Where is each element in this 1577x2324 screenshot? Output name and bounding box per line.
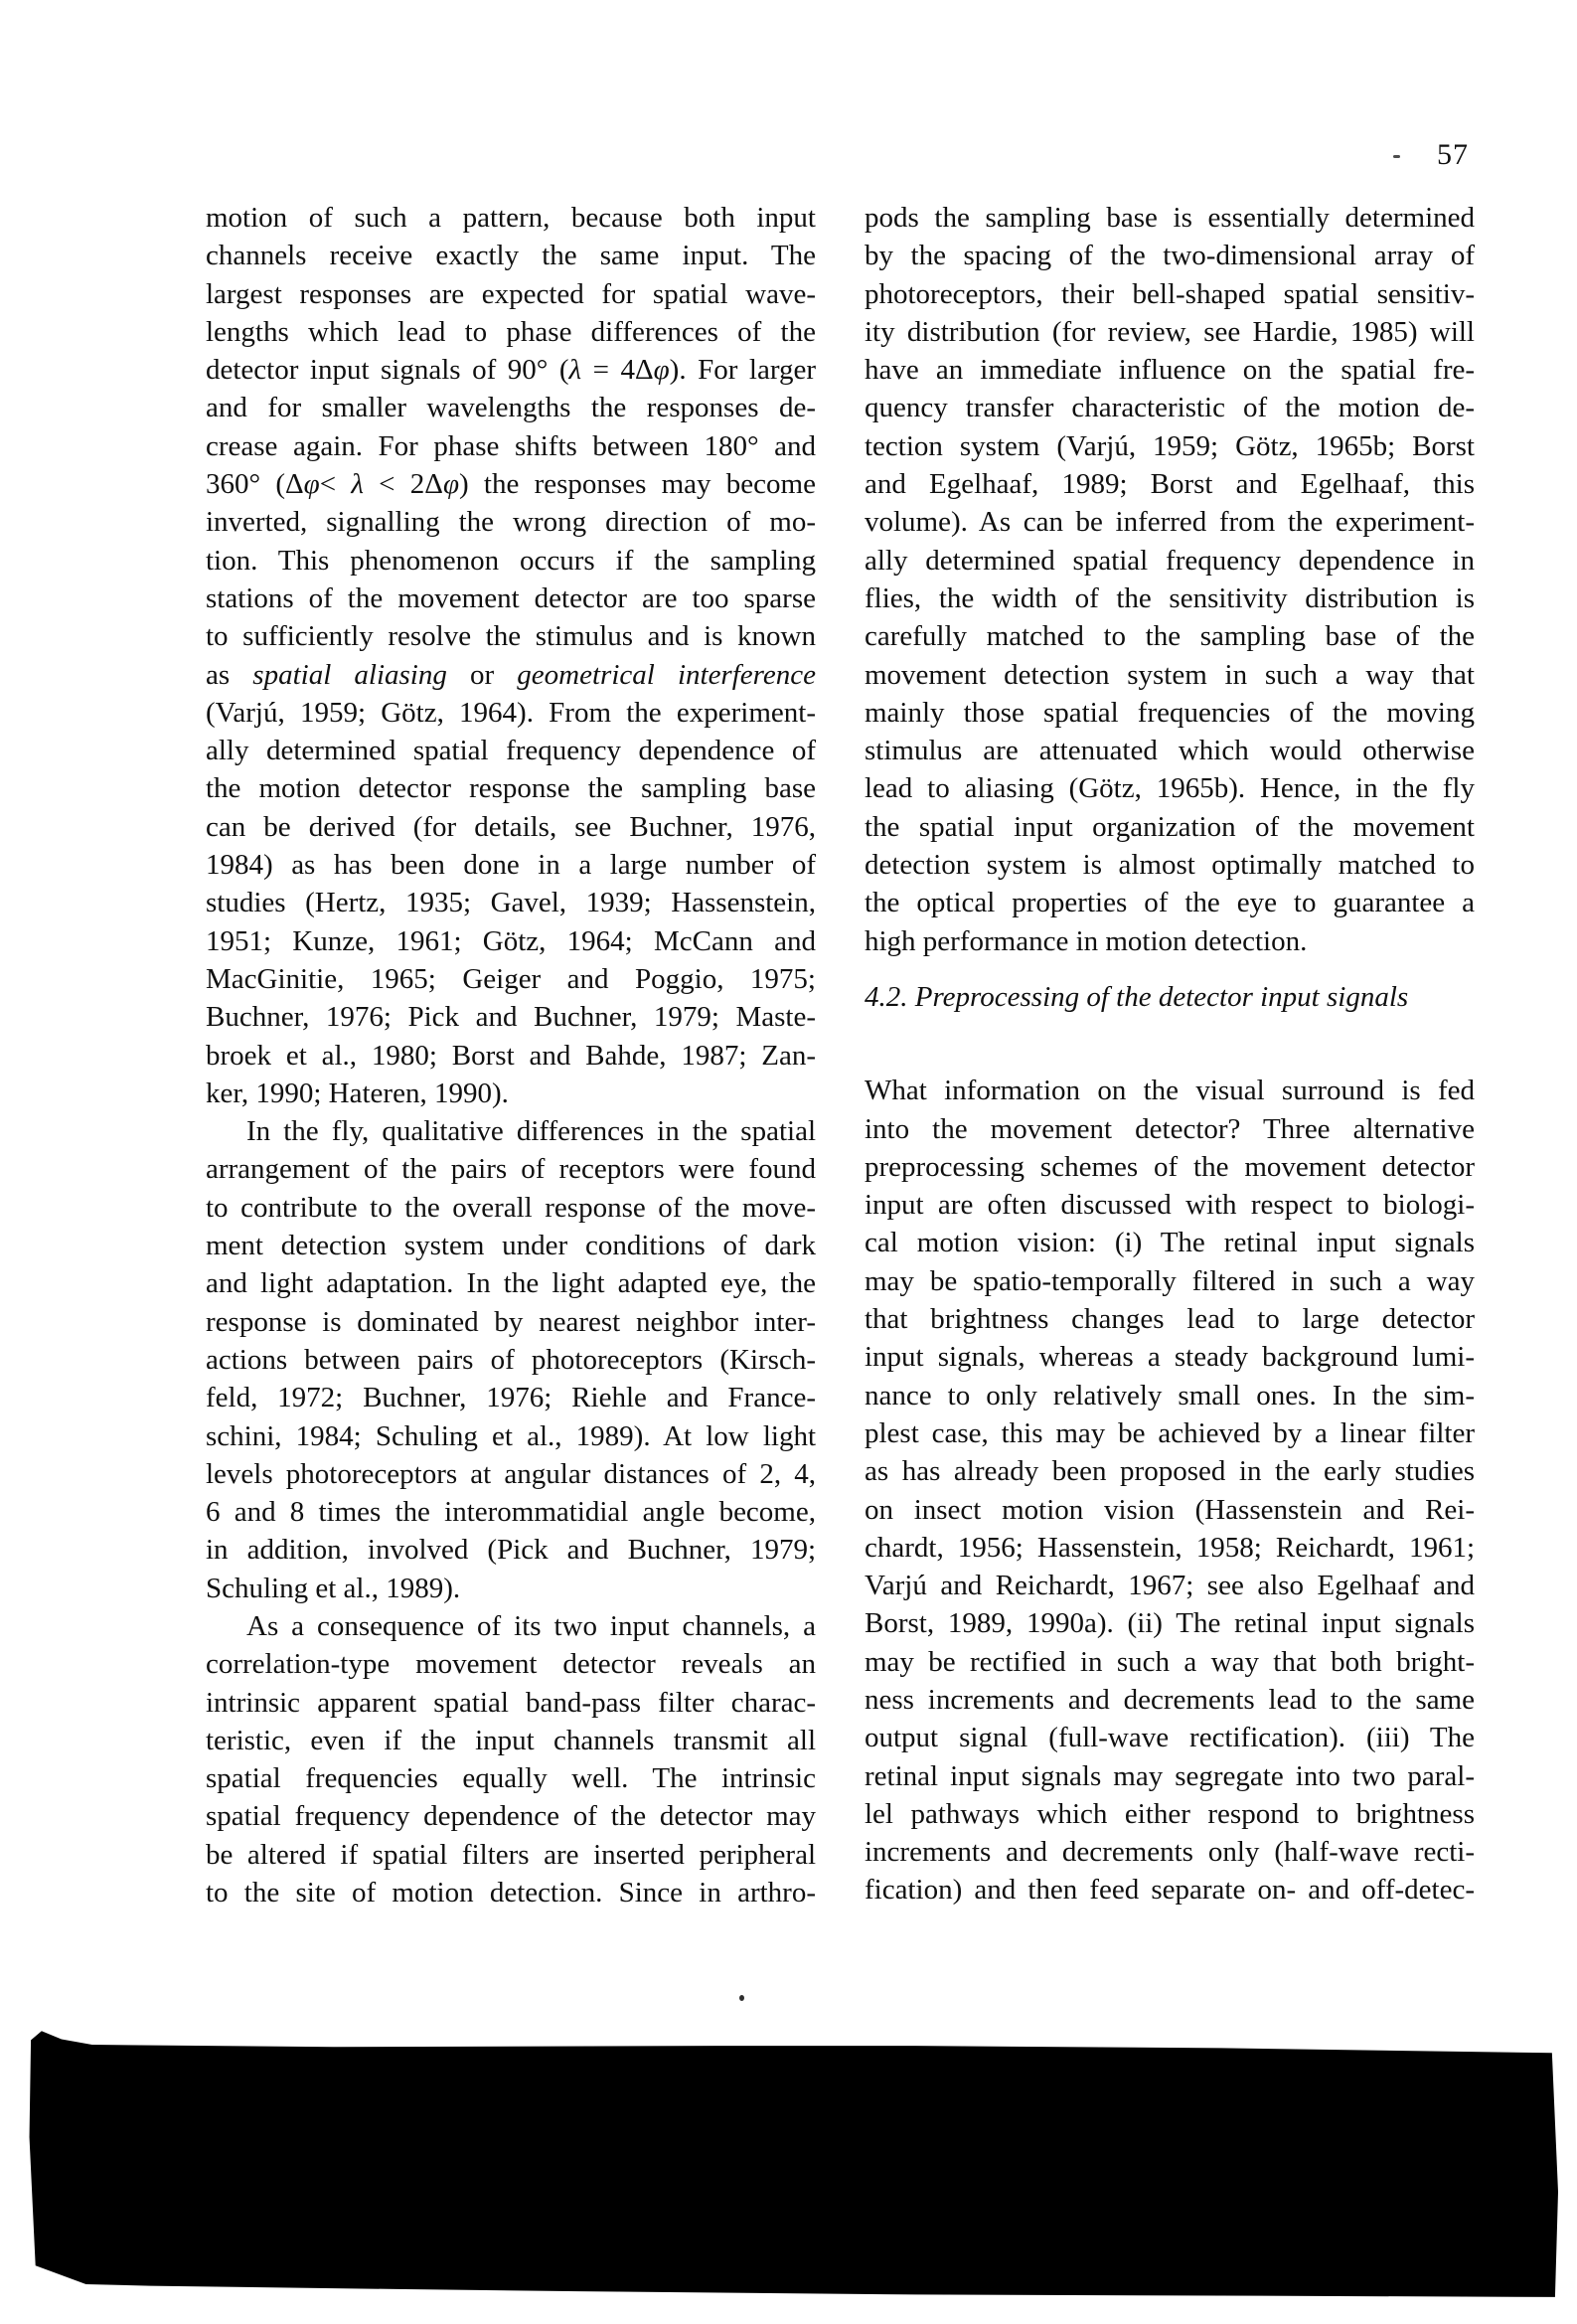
text-line: tection system (Varjú, 1959; Götz, 1965b; Borst — [865, 429, 1475, 462]
text-line: intrinsic apparent spatial band-pass filter charac- — [206, 1686, 816, 1719]
text-line: 1951; Kunze, 1961; Götz, 1964; McCann and — [206, 924, 816, 957]
text-line: (Varjú, 1959; Götz, 1964). From the experiment- — [206, 696, 816, 729]
text-line: retinal input signals may segregate into two paral- — [865, 1759, 1475, 1792]
text-line: As a consequence of its two input channels, a — [246, 1609, 816, 1642]
left-text-column — [206, 199, 816, 1911]
text-line: and Egelhaaf, 1989; Borst and Egelhaaf, this — [865, 468, 1475, 501]
text-line: output signal (full-wave rectification). (iii) The — [865, 1722, 1475, 1754]
text-line: stations of the movement detector are too sparse — [206, 581, 816, 614]
text-line: as spatial aliasing or geometrical interference — [206, 658, 816, 691]
text-line: photoreceptors, their bell-shaped spatial sensitiv- — [865, 277, 1475, 310]
text-line: lel pathways which either respond to brightness — [865, 1797, 1475, 1830]
text-line: the spatial input organization of the movement — [865, 810, 1475, 843]
text-line: on insect motion vision (Hassenstein and Rei- — [865, 1493, 1475, 1526]
text-line: quency transfer characteristic of the motion de- — [865, 392, 1475, 424]
text-line: detection system is almost optimally matched to — [865, 849, 1475, 882]
text-line: to sufficiently resolve the stimulus and is known — [206, 620, 816, 653]
text-line: fication) and then feed separate on- and off-detec- — [865, 1874, 1475, 1907]
text-line: to the site of motion detection. Since in arthro- — [206, 1877, 816, 1909]
text-line: carefully matched to the sampling base of the — [865, 620, 1475, 653]
text-line: detector input signals of 90° (λ = 4Δφ). For larger — [206, 354, 816, 387]
text-line: tion. This phenomenon occurs if the sampling — [206, 544, 816, 577]
scan-artifact-black-bar — [28, 2028, 1558, 2301]
text-line: chardt, 1956; Hassenstein, 1958; Reichardt, 1961; — [865, 1531, 1475, 1564]
text-line: lead to aliasing (Götz, 1965b). Hence, in the fly — [865, 772, 1475, 805]
text-line: the optical properties of the eye to guarantee a — [865, 887, 1475, 919]
text-line: and light adaptation. In the light adapted eye, the — [206, 1267, 816, 1300]
text-line: Borst, 1989, 1990a). (ii) The retinal input signals — [865, 1607, 1475, 1640]
text-line: in addition, involved (Pick and Buchner, 1979; — [206, 1534, 816, 1567]
text-line: mainly those spatial frequencies of the moving — [865, 696, 1475, 729]
text-line: spatial frequencies equally well. The intrinsic — [206, 1762, 816, 1795]
right-text-column — [865, 199, 1475, 1909]
paragraph — [206, 199, 816, 1112]
text-line: and for smaller wavelengths the responses de- — [206, 392, 816, 424]
text-line: What information on the visual surround is fed — [865, 1075, 1475, 1107]
text-line: volume). As can be inferred from the experiment- — [865, 506, 1475, 539]
text-line: In the fly, qualitative differences in the spatial — [246, 1115, 816, 1148]
text-line: channels receive exactly the same input. The — [206, 240, 816, 272]
text-line: cal motion vision: (i) The retinal input signals — [865, 1227, 1475, 1259]
text-line: as has already been proposed in the early studies — [865, 1455, 1475, 1488]
text-line: flies, the width of the sensitivity distribution is — [865, 581, 1475, 614]
paragraph — [865, 1072, 1475, 1909]
page-number: 57 — [1437, 138, 1469, 171]
text-line: may be spatio-temporally filtered in such a way — [865, 1264, 1475, 1297]
text-line: spatial frequency dependence of the detector may — [206, 1800, 816, 1833]
text-line: Schuling et al., 1989). — [206, 1572, 461, 1604]
ink-speck — [739, 1995, 744, 2001]
text-line: Buchner, 1976; Pick and Buchner, 1979; Maste- — [206, 1001, 816, 1034]
text-line: the motion detector response the sampling base — [206, 772, 816, 805]
text-line: lengths which lead to phase differences of the — [206, 315, 816, 348]
text-line: ment detection system under conditions of dark — [206, 1230, 816, 1262]
section-heading: 4.2. Preprocessing of the detector input signals — [865, 980, 1409, 1013]
text-line: ally determined spatial frequency dependence of — [206, 735, 816, 767]
text-line: MacGinitie, 1965; Geiger and Poggio, 1975; — [206, 962, 816, 995]
text-line: 1984) as has been done in a large number of — [206, 849, 816, 882]
text-line: increments and decrements only (half-wave recti- — [865, 1836, 1475, 1869]
paragraph — [206, 1607, 816, 1911]
text-line: that brightness changes lead to large detector — [865, 1303, 1475, 1336]
text-line: nance to only relatively small ones. In the sim- — [865, 1379, 1475, 1411]
text-line: be altered if spatial filters are inserted peripheral — [206, 1838, 816, 1871]
text-line: inverted, signalling the wrong direction of mo- — [206, 506, 816, 539]
text-line: correlation-type movement detector reveals an — [206, 1648, 816, 1681]
text-line: into the movement detector? Three alternative — [865, 1112, 1475, 1145]
text-line: can be derived (for details, see Buchner, 1976, — [206, 810, 816, 843]
text-line: by the spacing of the two-dimensional array of — [865, 240, 1475, 272]
paragraph — [865, 199, 1475, 960]
text-line: actions between pairs of photoreceptors (Kirsch- — [206, 1343, 816, 1376]
ink-speck — [1393, 155, 1400, 158]
text-line: 6 and 8 times the interommatidial angle become, — [206, 1496, 816, 1529]
text-line: largest responses are expected for spatial wave- — [206, 277, 816, 310]
text-line: have an immediate influence on the spatial fre- — [865, 354, 1475, 387]
text-line: broek et al., 1980; Borst and Bahde, 1987; Zan- — [206, 1039, 816, 1072]
text-line: 360° (Δφ< λ < 2Δφ) the responses may become — [206, 468, 816, 501]
text-line: stimulus are attenuated which would otherwise — [865, 735, 1475, 767]
text-line: input are often discussed with respect to biologi- — [865, 1189, 1475, 1222]
text-line: to contribute to the overall response of the move- — [206, 1191, 816, 1224]
text-line: input signals, whereas a steady background lumi- — [865, 1341, 1475, 1374]
text-line: plest case, this may be achieved by a linear filter — [865, 1416, 1475, 1449]
text-line: preprocessing schemes of the movement detector — [865, 1150, 1475, 1183]
text-line: response is dominated by nearest neighbor inter- — [206, 1305, 816, 1338]
text-line: ally determined spatial frequency dependence in — [865, 544, 1475, 577]
text-line: high performance in motion detection. — [865, 924, 1308, 957]
text-line: ness increments and decrements lead to the same — [865, 1683, 1475, 1716]
text-line: levels photoreceptors at angular distances of 2, 4, — [206, 1457, 816, 1490]
text-line: ker, 1990; Hateren, 1990). — [206, 1077, 509, 1109]
text-line: teristic, even if the input channels transmit all — [206, 1724, 816, 1756]
paragraph — [206, 1112, 816, 1607]
text-line: movement detection system in such a way that — [865, 658, 1475, 691]
text-line: feld, 1972; Buchner, 1976; Riehle and France- — [206, 1382, 816, 1414]
text-line: schini, 1984; Schuling et al., 1989). At low light — [206, 1419, 816, 1452]
text-line: pods the sampling base is essentially determined — [865, 202, 1475, 234]
text-line: studies (Hertz, 1935; Gavel, 1939; Hassenstein, — [206, 887, 816, 919]
text-line: may be rectified in such a way that both bright- — [865, 1645, 1475, 1678]
text-line: crease again. For phase shifts between 180° and — [206, 429, 816, 462]
text-line: arrangement of the pairs of receptors were found — [206, 1153, 816, 1186]
text-line: ity distribution (for review, see Hardie, 1985) will — [865, 315, 1475, 348]
text-line: Varjú and Reichardt, 1967; see also Egelhaaf and — [865, 1570, 1475, 1602]
text-line: motion of such a pattern, because both input — [206, 202, 816, 234]
